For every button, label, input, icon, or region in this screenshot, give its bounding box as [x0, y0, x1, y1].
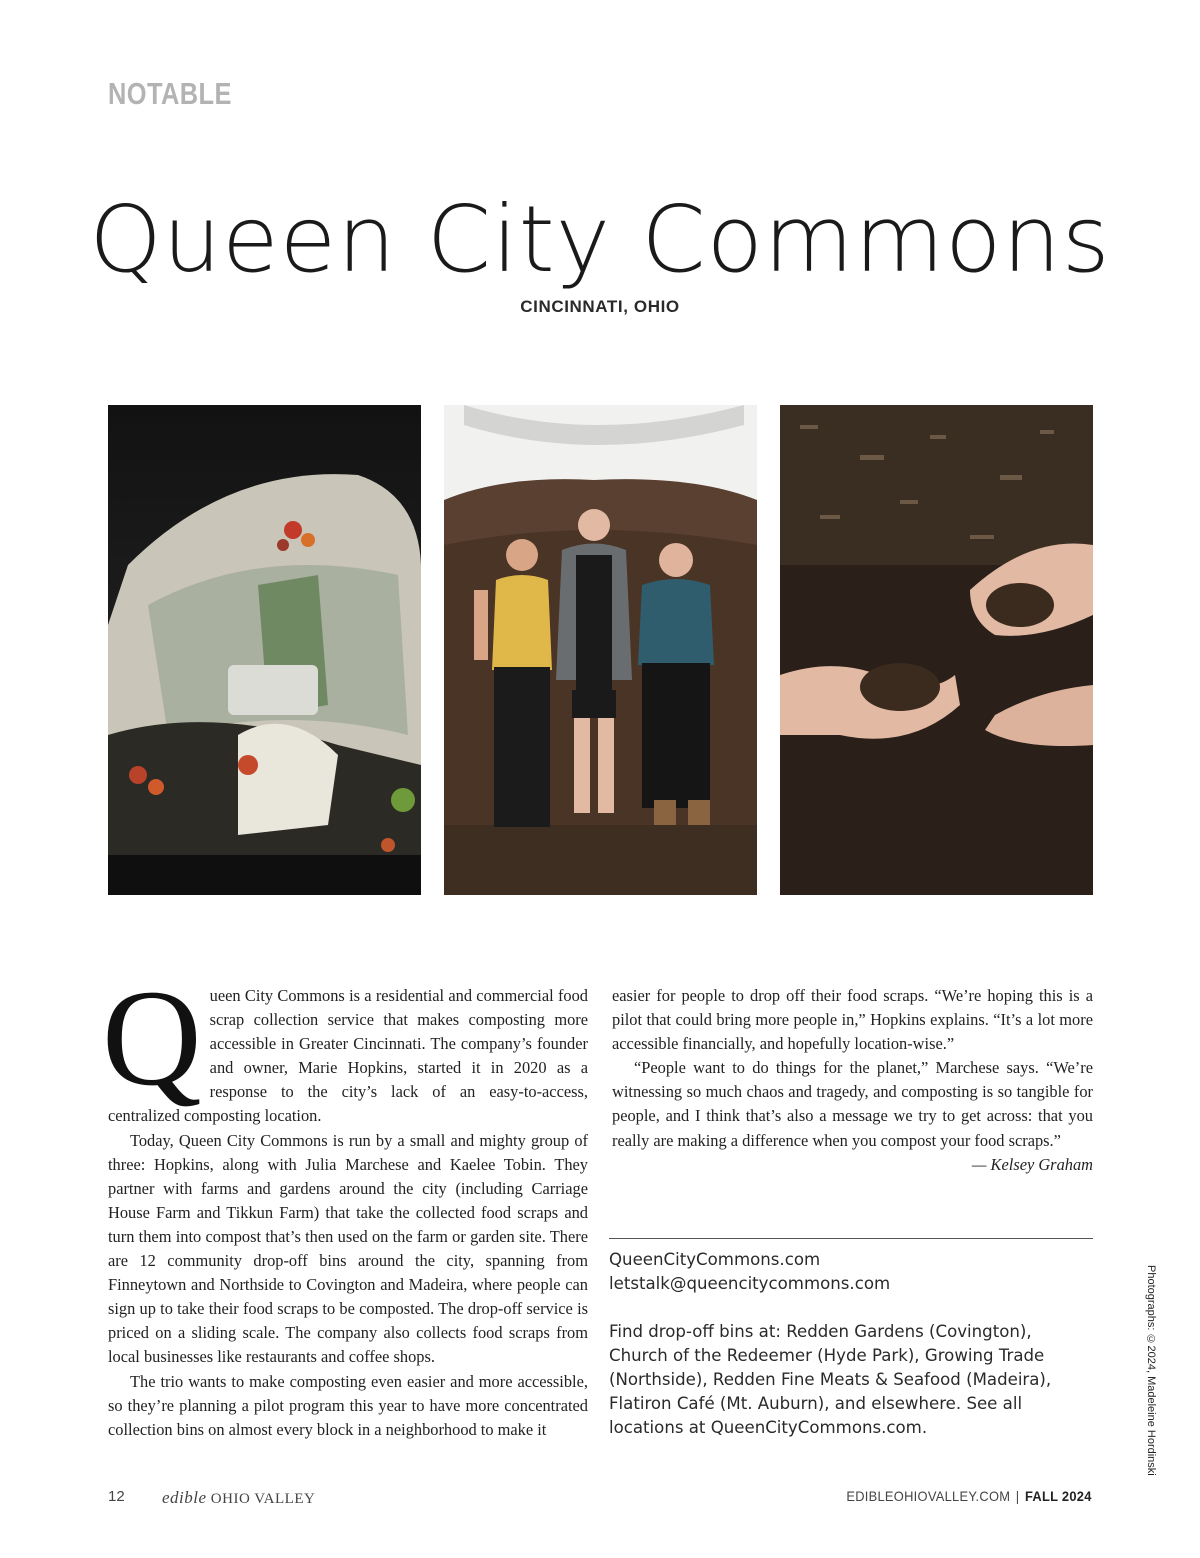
paragraph-text: ueen City Commons is a residential and commercial food scrap collection service that makes composting more accessible in Greater Cincinnati. The company’s founder and owner, Marie Hopkins, started it in 2020 as a response to the city’s lack of an easy-to-access, centralized composting location. — [108, 986, 588, 1126]
magazine-name-region: OHIO VALLEY — [210, 1491, 316, 1507]
divider — [609, 1238, 1093, 1239]
article-paragraph: “People want to do things for the planet,” Marchese says. “We’re witnessing so much chaos and tragedy, and composting is so tangible for people, and I think that’s also a message we try to get across: that you really are making a difference when you compost your food scraps.” — [612, 1058, 1093, 1150]
article-paragraph: easier for people to drop off their food scraps. “We’re hoping this is a pilot that could bring more people in,” Hopkins explains. “It’s a lot more accessible financially, and hopefully location-wise.” — [612, 986, 1093, 1054]
drop-cap: Q — [102, 961, 202, 1114]
food-scraps-photo — [108, 405, 421, 895]
article-title: Queen City Commons — [89, 186, 1111, 293]
article-column-left — [102, 961, 588, 1442]
compost-hands-photo — [780, 405, 1093, 895]
magazine-name — [162, 1488, 315, 1508]
website-link[interactable]: QueenCityCommons.com — [609, 1250, 821, 1269]
contact-info — [609, 1248, 1093, 1296]
author-byline: — Kelsey Graham — [971, 1154, 1093, 1174]
team-portrait-photo — [444, 405, 757, 895]
page-number: 12 — [108, 1488, 125, 1505]
footer-site-issue — [847, 1488, 1092, 1504]
article-location: CINCINNATI, OHIO — [520, 297, 680, 316]
article-paragraph: The trio wants to make composting even easier and more accessible, so they’re planning a pilot program this year to have more concentrated collection bins on almost every block in a neighborhood to make it — [108, 1371, 588, 1439]
footer-issue: FALL 2024 — [1025, 1488, 1092, 1504]
footer-site[interactable]: EDIBLEOHIOVALLEY.COM — [846, 1488, 1011, 1504]
photo-credit: Photographs: ©2024, Madeleine Hordinski — [1145, 1265, 1157, 1476]
magazine-name-italic: edible — [162, 1488, 207, 1507]
section-label: NOTABLE — [108, 76, 232, 111]
email-link[interactable]: letstalk@queencitycommons.com — [609, 1274, 891, 1293]
article-column-right — [612, 984, 1093, 1177]
article-paragraph: Today, Queen City Commons is run by a small and mighty group of three: Hopkins, along with Julia Marchese and Kaelee Tobin. They partner with farms and gardens around the city (including Carriage House Farm and Tikkun Farm) that take the collected food scraps and turn them into compost that’s then used on the farm or garden site. There are 12 community drop-off bins around the city, spanning from Finneytown and Northside to Covington and Madeira, where people can sign up to take their food scraps to be composted. The drop-off service is priced on a sliding scale. The company also collects food scraps from local businesses like restaurants and coffee shops. — [108, 1130, 588, 1367]
drop-off-locations: Find drop-off bins at: Redden Gardens (Covington), Church of the Redeemer (Hyde Park), Growing Trade (Northside), Redden Fine Meats & Seafood (Madeira), Flatiron Café (Mt. Auburn), and elsewhere. See all locations at QueenCityCommons.com. — [609, 1322, 1052, 1437]
article-paragraph — [102, 961, 588, 1129]
footer-separator: | — [1016, 1488, 1020, 1504]
